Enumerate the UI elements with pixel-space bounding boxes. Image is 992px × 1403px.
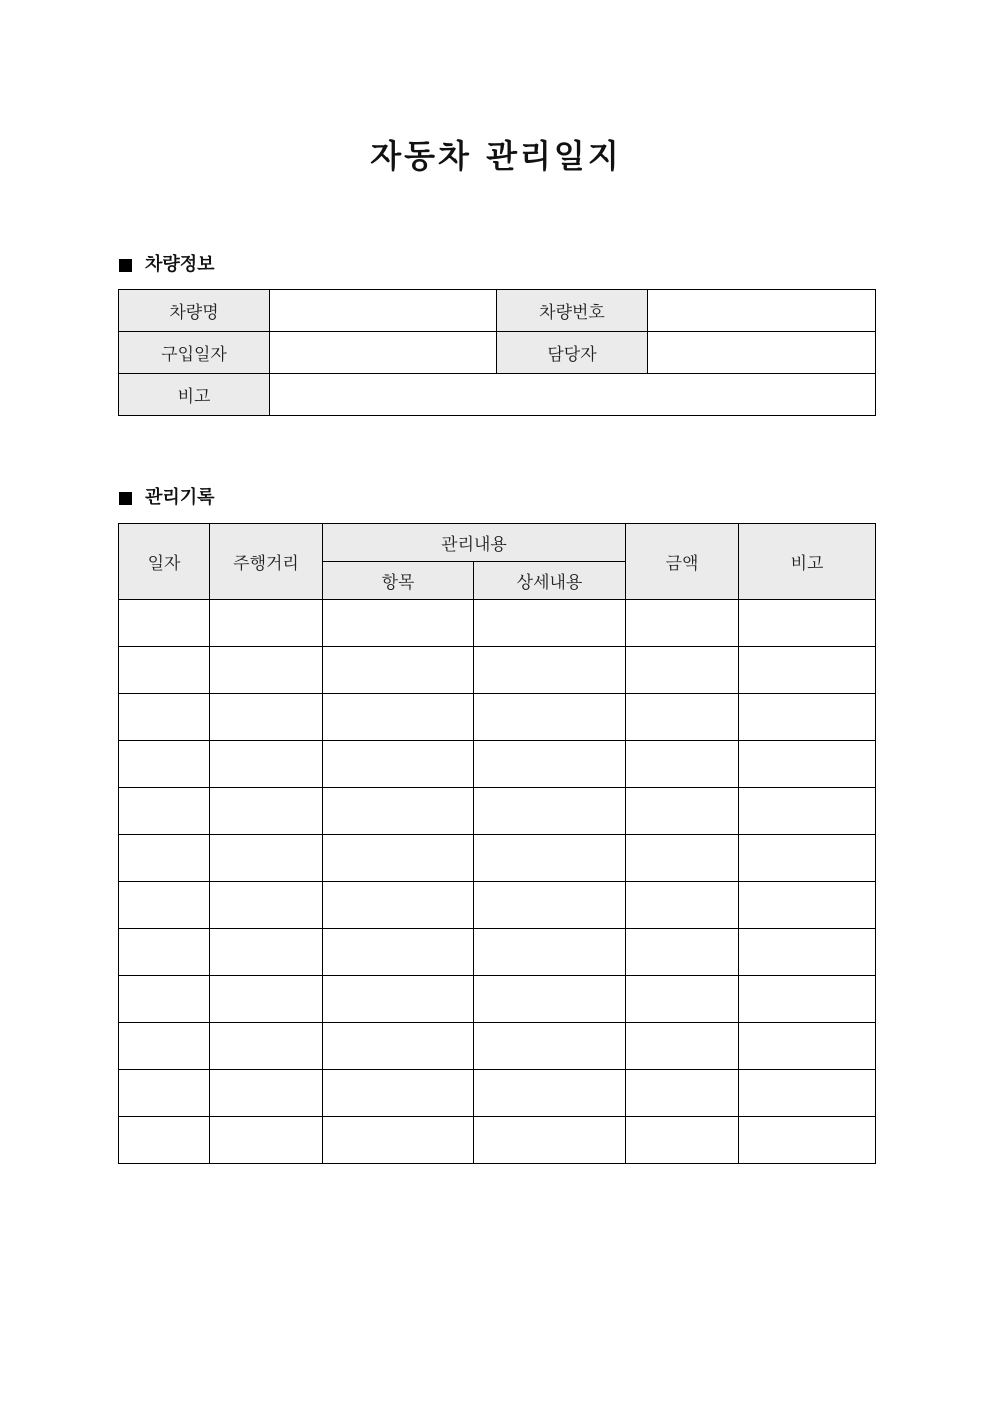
remarks-cell[interactable]: [739, 647, 876, 694]
item-cell[interactable]: [323, 976, 474, 1023]
amount-cell[interactable]: [626, 1023, 739, 1070]
records-header-row: [119, 524, 876, 562]
remarks-cell[interactable]: [739, 741, 876, 788]
mileage-cell[interactable]: [210, 1023, 323, 1070]
date-cell[interactable]: [119, 647, 210, 694]
vehicle-info-heading-text: 차량정보: [145, 254, 215, 275]
mileage-cell[interactable]: [210, 1070, 323, 1117]
vehicle-remarks-label: 비고: [119, 374, 270, 416]
header-date: 일자: [119, 524, 210, 600]
table-row: [119, 835, 876, 882]
amount-cell[interactable]: [626, 1117, 739, 1164]
date-cell[interactable]: [119, 788, 210, 835]
square-bullet-icon: [119, 259, 132, 272]
mileage-cell[interactable]: [210, 694, 323, 741]
item-cell[interactable]: [323, 694, 474, 741]
item-cell[interactable]: [323, 600, 474, 647]
amount-cell[interactable]: [626, 694, 739, 741]
date-cell[interactable]: [119, 976, 210, 1023]
item-cell[interactable]: [323, 1023, 474, 1070]
records-heading: [119, 486, 215, 510]
mileage-cell[interactable]: [210, 600, 323, 647]
mileage-cell[interactable]: [210, 647, 323, 694]
vehicle-name-field[interactable]: [270, 290, 497, 332]
remarks-cell[interactable]: [739, 1023, 876, 1070]
purchase-date-label: 구입일자: [119, 332, 270, 374]
vehicle-remarks-field[interactable]: [270, 374, 876, 416]
header-management: 관리내용: [323, 524, 626, 562]
detail-cell[interactable]: [474, 882, 626, 929]
detail-cell[interactable]: [474, 647, 626, 694]
amount-cell[interactable]: [626, 1070, 739, 1117]
vehicle-row-remarks: [119, 374, 876, 416]
vehicle-info-heading: [119, 253, 215, 277]
table-row: [119, 929, 876, 976]
amount-cell[interactable]: [626, 929, 739, 976]
manager-label: 담당자: [497, 332, 648, 374]
vehicle-number-field[interactable]: [648, 290, 876, 332]
amount-cell[interactable]: [626, 835, 739, 882]
remarks-cell[interactable]: [739, 694, 876, 741]
detail-cell[interactable]: [474, 741, 626, 788]
amount-cell[interactable]: [626, 788, 739, 835]
table-row: [119, 694, 876, 741]
mileage-cell[interactable]: [210, 929, 323, 976]
mileage-cell[interactable]: [210, 741, 323, 788]
header-detail: 상세내용: [474, 562, 626, 600]
date-cell[interactable]: [119, 694, 210, 741]
header-remarks: 비고: [739, 524, 876, 600]
date-cell[interactable]: [119, 600, 210, 647]
table-row: [119, 976, 876, 1023]
remarks-cell[interactable]: [739, 976, 876, 1023]
purchase-date-field[interactable]: [270, 332, 497, 374]
date-cell[interactable]: [119, 1023, 210, 1070]
manager-field[interactable]: [648, 332, 876, 374]
date-cell[interactable]: [119, 741, 210, 788]
table-row: [119, 1117, 876, 1164]
table-row: [119, 600, 876, 647]
table-row: [119, 788, 876, 835]
mileage-cell[interactable]: [210, 788, 323, 835]
vehicle-name-label: 차량명: [119, 290, 270, 332]
detail-cell[interactable]: [474, 929, 626, 976]
vehicle-info-table: [118, 289, 876, 416]
records-heading-text: 관리기록: [145, 487, 215, 508]
detail-cell[interactable]: [474, 976, 626, 1023]
detail-cell[interactable]: [474, 1023, 626, 1070]
records-body: [119, 600, 876, 1164]
detail-cell[interactable]: [474, 1070, 626, 1117]
header-mileage: 주행거리: [210, 524, 323, 600]
remarks-cell[interactable]: [739, 882, 876, 929]
table-row: [119, 741, 876, 788]
item-cell[interactable]: [323, 835, 474, 882]
remarks-cell[interactable]: [739, 835, 876, 882]
amount-cell[interactable]: [626, 600, 739, 647]
amount-cell[interactable]: [626, 647, 739, 694]
table-row: [119, 882, 876, 929]
item-cell[interactable]: [323, 647, 474, 694]
item-cell[interactable]: [323, 788, 474, 835]
remarks-cell[interactable]: [739, 600, 876, 647]
detail-cell[interactable]: [474, 694, 626, 741]
mileage-cell[interactable]: [210, 835, 323, 882]
remarks-cell[interactable]: [739, 1070, 876, 1117]
date-cell[interactable]: [119, 1117, 210, 1164]
date-cell[interactable]: [119, 1070, 210, 1117]
table-row: [119, 1023, 876, 1070]
item-cell[interactable]: [323, 929, 474, 976]
header-amount: 금액: [626, 524, 739, 600]
vehicle-number-label: 차량번호: [497, 290, 648, 332]
management-records-table: [118, 523, 876, 1164]
date-cell[interactable]: [119, 835, 210, 882]
remarks-cell[interactable]: [739, 788, 876, 835]
mileage-cell[interactable]: [210, 882, 323, 929]
detail-cell[interactable]: [474, 600, 626, 647]
vehicle-row-purchase: [119, 332, 876, 374]
vehicle-row-name: [119, 290, 876, 332]
remarks-cell[interactable]: [739, 1117, 876, 1164]
detail-cell[interactable]: [474, 835, 626, 882]
table-row: [119, 1070, 876, 1117]
page-title: 자동차 관리일지: [370, 137, 622, 175]
date-cell[interactable]: [119, 929, 210, 976]
item-cell[interactable]: [323, 882, 474, 929]
mileage-cell[interactable]: [210, 1117, 323, 1164]
header-item: 항목: [323, 562, 474, 600]
mileage-cell[interactable]: [210, 976, 323, 1023]
detail-cell[interactable]: [474, 1117, 626, 1164]
amount-cell[interactable]: [626, 882, 739, 929]
item-cell[interactable]: [323, 1117, 474, 1164]
amount-cell[interactable]: [626, 976, 739, 1023]
amount-cell[interactable]: [626, 741, 739, 788]
table-row: [119, 647, 876, 694]
square-bullet-icon: [119, 492, 132, 505]
remarks-cell[interactable]: [739, 929, 876, 976]
detail-cell[interactable]: [474, 788, 626, 835]
date-cell[interactable]: [119, 882, 210, 929]
item-cell[interactable]: [323, 741, 474, 788]
item-cell[interactable]: [323, 1070, 474, 1117]
